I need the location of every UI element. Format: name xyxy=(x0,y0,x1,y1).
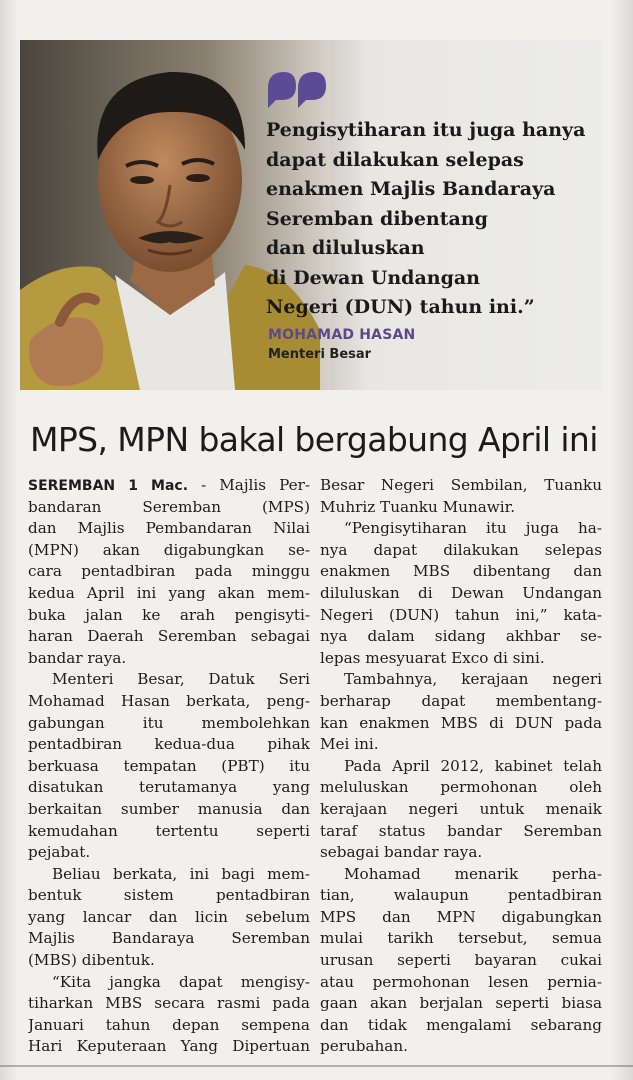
article-line: Pada April 2012, kabinet telah xyxy=(344,756,602,775)
article-line: kan enakmen MBS di DUN pada xyxy=(320,713,602,732)
article-line: dan Majlis Pembandaran Nilai xyxy=(28,519,310,538)
article-line: Majlis Bandaraya Seremban xyxy=(28,929,310,948)
article-line: Menteri Besar, Datuk Seri xyxy=(52,670,310,689)
article-line: tian, walaupun pentadbiran xyxy=(320,886,602,905)
article-line: berkuasa tempatan (PBT) itu xyxy=(28,756,310,775)
article-line: berharap dapat membentang- xyxy=(320,691,602,710)
article-line: enakmen MBS dibentang dan xyxy=(320,562,602,581)
article-line: nya dalam sidang akhbar se- xyxy=(320,627,602,646)
article-line: haran Daerah Seremban sebagai xyxy=(28,627,310,646)
article-line: perubahan. xyxy=(320,1037,408,1056)
pull-quote-line: Seremban dibentang xyxy=(266,207,488,230)
article-line: Besar Negeri Sembilan, Tuanku xyxy=(320,476,602,494)
article-line: mulai tarikh tersebut, semua xyxy=(320,929,602,948)
feature-photo-panel xyxy=(20,40,602,390)
pull-quote-line: dapat dilakukan selepas xyxy=(266,148,524,171)
article-line: MPS dan MPN digabungkan xyxy=(320,907,602,926)
article-line: Tambahnya, kerajaan negeri xyxy=(344,670,602,689)
article-line: nya dapat dilakukan selepas xyxy=(320,540,602,559)
article-line: Hari Keputeraan Yang Dipertuan xyxy=(28,1037,310,1056)
article-line: meluluskan permohonan oleh xyxy=(320,778,602,797)
article-line: Mohamad menarik perha- xyxy=(344,864,602,883)
quote-mark-icon xyxy=(266,70,328,110)
article-text: - Majlis Per- xyxy=(201,476,310,494)
article-line: taraf status bandar Seremban xyxy=(320,821,602,840)
article-line: Mei ini. xyxy=(320,735,379,754)
article-line: (MBS) dibentuk. xyxy=(28,951,155,970)
pull-quote-line: dan diluluskan xyxy=(266,237,425,259)
article-line: “Kita jangka dapat mengisy- xyxy=(52,972,310,991)
article-line: “Pengisytiharan itu juga ha- xyxy=(344,519,602,538)
article-line: berkaitan sumber manusia dan xyxy=(28,799,310,818)
article-line: atau permohonan lesen pernia- xyxy=(320,972,602,991)
article-line: gabungan itu membolehkan xyxy=(28,713,310,732)
pull-quote-line: Pengisytiharan itu juga hanya xyxy=(266,119,586,141)
article-line xyxy=(28,475,310,497)
article-line: diluluskan di Dewan Undangan xyxy=(320,583,602,602)
quote-attribution-role: Menteri Besar xyxy=(268,347,372,362)
article-line: pentadbiran kedua-dua pihak xyxy=(28,735,310,754)
article-line: gaan akan berjalan seperti biasa xyxy=(320,994,602,1013)
article-line: kedua April ini yang akan mem- xyxy=(28,583,310,602)
page-divider xyxy=(0,1065,633,1067)
article-line: (MPN) akan digabungkan se- xyxy=(28,540,310,559)
pull-quote-line: enakmen Majlis Bandaraya xyxy=(266,178,556,200)
article-line: pejabat. xyxy=(28,843,91,862)
article-line: Negeri (DUN) tahun ini,” kata- xyxy=(320,605,602,624)
dateline: SEREMBAN 1 Mac. xyxy=(28,478,189,494)
article-line: sebagai bandar raya. xyxy=(320,843,483,862)
article-line: kemudahan tertentu seperti xyxy=(28,821,310,840)
article-line: Januari tahun depan sempena xyxy=(28,1015,310,1034)
article-headline: MPS, MPN bakal bergabung April ini xyxy=(30,420,598,459)
article-line: cara pentadbiran pada minggu xyxy=(28,562,310,581)
article-column-right xyxy=(320,475,602,1058)
quote-attribution-name: MOHAMAD HASAN xyxy=(268,327,416,343)
pull-quote-line: Negeri (DUN) tahun ini.” xyxy=(266,296,535,318)
article-line: urusan seperti bayaran cukai xyxy=(320,951,602,970)
article-line: buka jalan ke arah pengisyti- xyxy=(28,605,310,624)
article-line: tiharkan MBS secara rasmi pada xyxy=(28,994,310,1013)
article-line: Muhriz Tuanku Munawir. xyxy=(320,497,516,516)
article-line: bandar raya. xyxy=(28,648,127,667)
article-line: disatukan terutamanya yang xyxy=(28,778,310,797)
pull-quote-line: di Dewan Undangan xyxy=(266,266,480,289)
article-line: Beliau berkata, ini bagi mem- xyxy=(52,864,310,883)
article-line: Mohamad Hasan berkata, peng- xyxy=(28,691,310,710)
article-column-left xyxy=(28,475,310,1058)
article-line: bentuk sistem pentadbiran xyxy=(28,886,310,905)
article-line: kerajaan negeri untuk menaik xyxy=(320,799,602,818)
article-line: yang lancar dan licin sebelum xyxy=(28,907,310,926)
article-line: lepas mesyuarat Exco di sini. xyxy=(320,648,545,667)
pull-quote xyxy=(266,116,596,323)
article-line: bandaran Seremban (MPS) xyxy=(28,497,310,516)
article-line: dan tidak mengalami sebarang xyxy=(320,1015,602,1034)
